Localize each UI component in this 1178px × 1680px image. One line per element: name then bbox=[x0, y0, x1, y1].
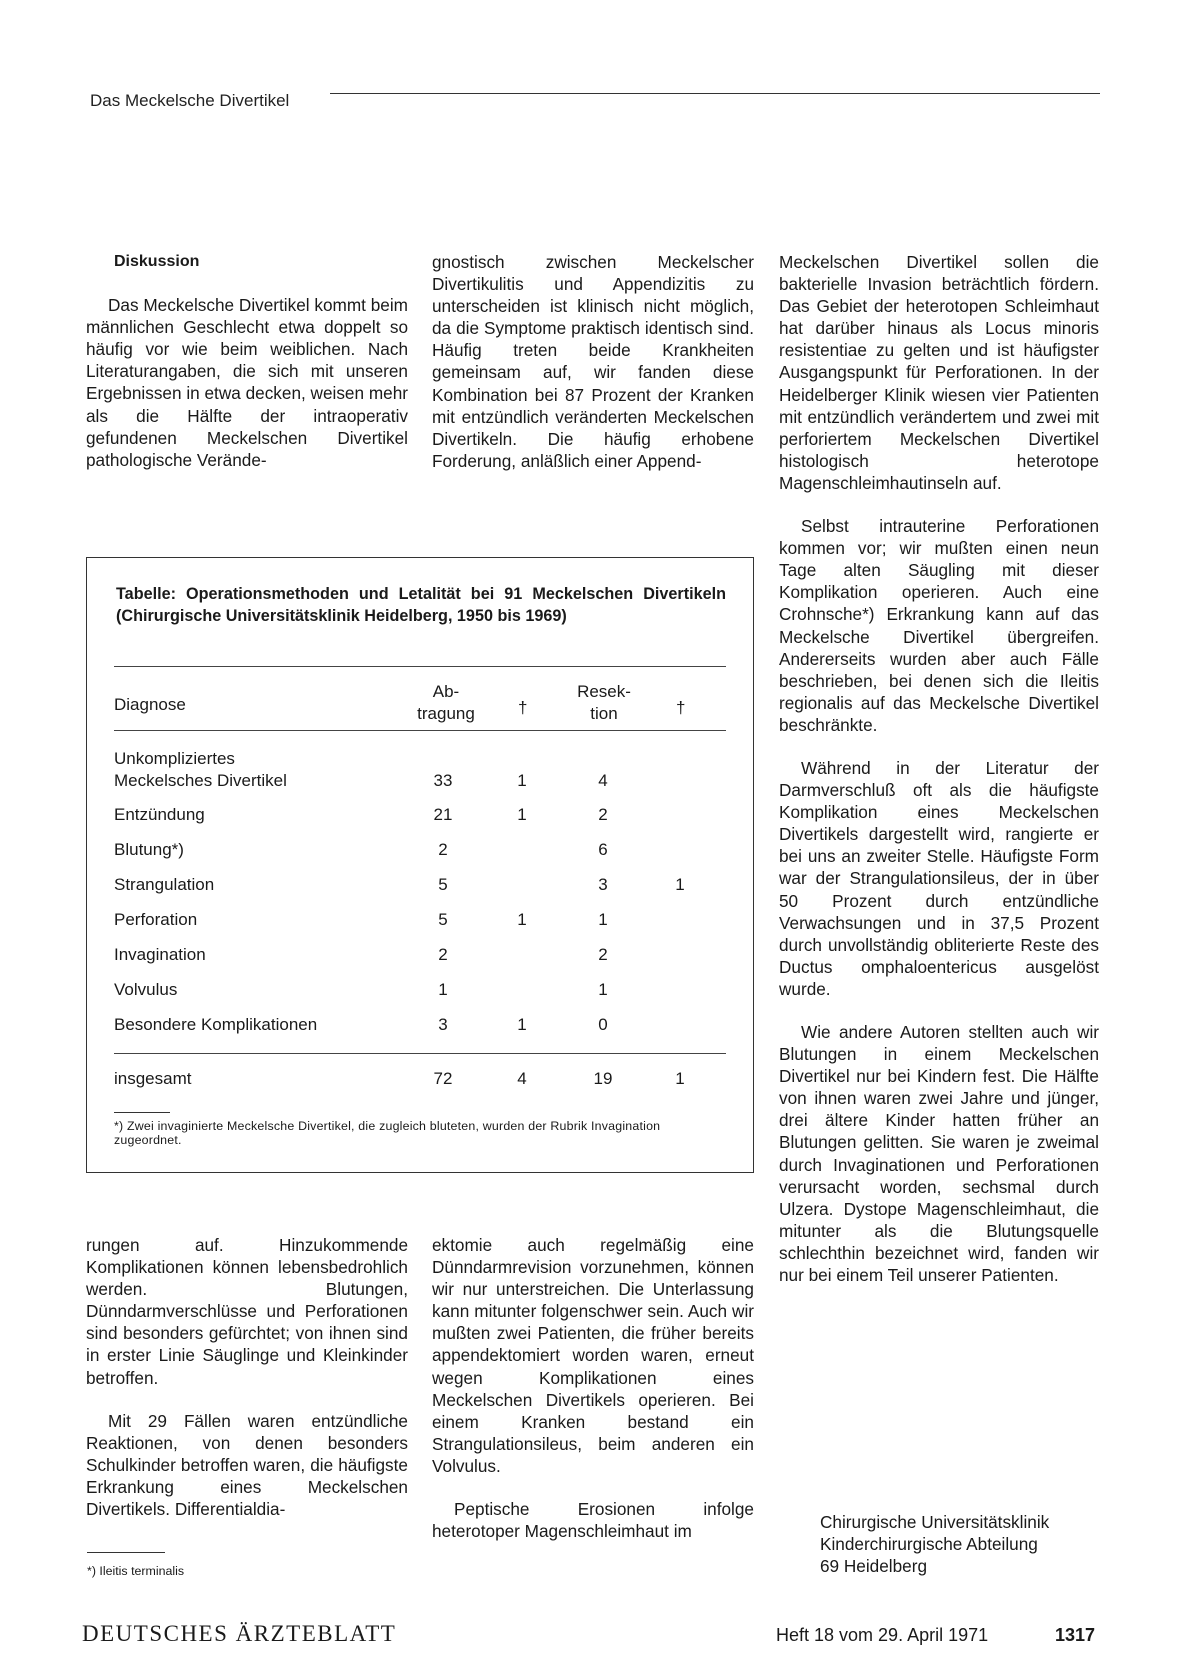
table-cell-abtragung: 2 bbox=[438, 945, 448, 964]
table-cell-abtragung: 5 bbox=[438, 910, 448, 929]
table-row-label: Meckelsches Divertikel bbox=[114, 771, 287, 790]
page-number: 1317 bbox=[1055, 1625, 1096, 1645]
table-row-label: Unkompliziertes bbox=[114, 749, 235, 768]
table-cell-resektion: 1 bbox=[598, 910, 608, 929]
table-cell-resektion: 0 bbox=[598, 1015, 608, 1034]
table-row-label: Volvulus bbox=[114, 980, 178, 999]
table-header-diagnose: Diagnose bbox=[114, 695, 186, 714]
table-row-label: Entzündung bbox=[114, 805, 205, 824]
table-total-dagger-2: 1 bbox=[675, 1069, 685, 1088]
table-cell-dagger-1: 1 bbox=[517, 805, 527, 824]
running-title: Das Meckelsche Divertikel bbox=[90, 91, 290, 110]
paragraph: Selbst intrauterine Perforationen kommen vor; wir mußten einen neun Tage alten Säugling mit dieser Komplikation operieren. Auch eine Crohnsche*) Erkrankung kann auf das Meckelsche Divertikel übergreifen. Andererseits wurden aber auch Fälle beschrieben, bei denen sich die Ileitis regionalis auf das Meckelsche Divertikel beschränkte. bbox=[779, 516, 1099, 735]
table-cell-abtragung: 2 bbox=[438, 840, 448, 859]
affiliation-line: 69 Heidelberg bbox=[820, 1556, 928, 1576]
table-header-dagger-2: † bbox=[676, 698, 686, 717]
page-footnote-rule bbox=[87, 1552, 165, 1553]
header-rule bbox=[330, 93, 1100, 94]
table-row-label: Perforation bbox=[114, 910, 198, 929]
paragraph: Wie andere Autoren stellten auch wir Blutungen in einem Meckelschen Divertikel nur bei Kindern fest. Die Hälfte von ihnen waren zwei Jahre und jünger, drei ältere Kinder hatten früher an Blutungen gelitten. Sie waren je zweimal durch Invaginationen und Perforationen verursacht worden, sechsmal durch Ulzera. Dystope Magenschleimhaut, die mitunter als die Blutungsquelle schlechthin bezeichnet wird, fanden wir nur bei einem Teil unserer Patienten. bbox=[779, 1022, 1099, 1286]
section-heading: Diskussion bbox=[114, 253, 200, 270]
table-caption: Tabelle: Operationsmethoden und Letalität bei 91 Meckelschen Divertikeln (Chirurgische Universitätsklinik Heidelberg, 1950 bis 1969) bbox=[116, 585, 726, 625]
table-cell-abtragung: 3 bbox=[438, 1015, 448, 1034]
page-footnote: *) Ileitis terminalis bbox=[87, 1564, 185, 1578]
table-cell-resektion: 1 bbox=[598, 980, 608, 999]
table-cell-resektion: 3 bbox=[598, 875, 608, 894]
affiliation bbox=[820, 1511, 1049, 1577]
table-footnote-rule bbox=[114, 1112, 170, 1113]
table-row-label: Strangulation bbox=[114, 875, 215, 894]
table-row-label: Besondere Komplikationen bbox=[114, 1015, 318, 1034]
paragraph: ektomie auch regelmäßig eine Dünndarmrevision vorzunehmen, können wir nur unterstreichen. Die Unterlassung kann mitunter folgenschwer sein. Auch wir mußten zwei Patienten, die früher bereits appendektomiert worden waren, erneut wegen Komplikationen eines Meckelschen Divertikels operieren. Bei einem Kranken bestand ein Strangulationsileus, beim anderen ein Volvulus. bbox=[432, 1235, 754, 1476]
table-cell-dagger-2: 1 bbox=[675, 875, 685, 894]
table-header-resektion: Resek- tion bbox=[577, 682, 631, 723]
paragraph: Mit 29 Fällen waren entzündliche Reaktionen, von denen besonders Schulkinder betroffen waren, die häufigste Erkrankung eines Meckelschen Divertikels. Differentialdia- bbox=[86, 1410, 408, 1520]
paragraph: gnostisch zwischen Meckelscher Divertikulitis und Appendizitis zu unterscheiden ist klinisch nicht möglich, da die Symptome praktisch identisch sind. Häufig treten beide Krankheiten gemeinsam auf, wir fanden diese Kombination bei 87 Prozent der Kranken mit entzündlich veränderten Meckelschen Divertikeln. Die häufig erhobene Forderung, anläßlich einer Append- bbox=[432, 252, 754, 471]
journal-title: DEUTSCHES ÄRZTEBLATT bbox=[82, 1621, 397, 1646]
table-cell-abtragung: 33 bbox=[433, 771, 453, 790]
column-right bbox=[779, 251, 1099, 1286]
table-cell-abtragung: 1 bbox=[438, 980, 448, 999]
table-footnote: *) Zwei invaginierte Meckelsche Divertikel, die zugleich bluteten, wurden der Rubrik Invagination zugeordnet. bbox=[114, 1119, 661, 1147]
table-total-dagger-1: 4 bbox=[517, 1069, 527, 1088]
table-cell-resektion: 2 bbox=[598, 805, 608, 824]
table-rule-header bbox=[114, 730, 726, 731]
table-total-resektion: 19 bbox=[593, 1069, 613, 1088]
column-left-bottom bbox=[86, 1234, 408, 1520]
table-rule-top bbox=[114, 666, 726, 667]
affiliation-line: Kinderchirurgische Abteilung bbox=[820, 1534, 1038, 1554]
column-middle-bottom bbox=[432, 1234, 754, 1542]
affiliation-line: Chirurgische Universitätsklinik bbox=[820, 1512, 1050, 1532]
column-left-top bbox=[86, 251, 408, 471]
table-cell-abtragung: 21 bbox=[433, 805, 453, 824]
paragraph: Meckelschen Divertikel sollen die bakterielle Invasion beträchtlich fördern. Das Gebiet der heterotopen Schleimhaut hat darüber hinaus als Locus minoris resistentiae zu gelten und ist häufigster Ausgangspunkt für Perforationen. In der Heidelberger Klinik wiesen vier Patienten mit entzündlich verändertem und zwei mit perforiertem Meckelschen Divertikel histologisch heterotope Magenschleimhautinseln auf. bbox=[779, 252, 1099, 493]
table-cell-dagger-1: 1 bbox=[517, 1015, 527, 1034]
paragraph: rungen auf. Hinzukommende Komplikationen können lebensbedrohlich werden. Blutungen, Dünndarmverschlüsse und Perforationen sind besonders gefürchtet; von ihnen sind in erster Linie Säuglinge und Kleinkinder betroffen. bbox=[86, 1235, 408, 1388]
table-header-dagger-1: † bbox=[518, 698, 528, 717]
table-cell-resektion: 6 bbox=[598, 840, 608, 859]
table-rule-total bbox=[114, 1053, 726, 1054]
paragraph: Während in der Literatur der Darmverschluß oft als die häufigste Komplikation eines Meckelschen Divertikels dargestellt wird, rangierte er bei uns an zweiter Stelle. Häufigste Form war der Strangulationsileus, der in über 50 Prozent durch entzündliche Verwachsungen und in 37,5 Prozent durch unvollständig obliterierte Reste des Ductus omphaloentericus ausgelöst wurde. bbox=[779, 757, 1099, 999]
paragraph: Das Meckelsche Divertikel kommt beim männlichen Geschlecht etwa doppelt so häufig vor wie beim weiblichen. Nach Literaturangaben, die sich mit unseren Ergebnissen in etwa decken, weisen mehr als die Hälfte der intraoperativ gefundenen Meckelschen Divertikel pathologische Verände- bbox=[86, 295, 408, 470]
table-cell-resektion: 4 bbox=[598, 771, 608, 790]
table-row-label: Blutung*) bbox=[114, 840, 184, 859]
table-cell-dagger-1: 1 bbox=[517, 910, 527, 929]
table-cell-resektion: 2 bbox=[598, 945, 608, 964]
table-total-label: insgesamt bbox=[114, 1069, 192, 1088]
table-header-abtragung: Ab- tragung bbox=[417, 682, 475, 723]
table-cell-abtragung: 5 bbox=[438, 875, 448, 894]
table-row-label: Invagination bbox=[114, 945, 206, 964]
table-cell-dagger-1: 1 bbox=[517, 771, 527, 790]
issue-info: Heft 18 vom 29. April 1971 bbox=[776, 1625, 989, 1645]
paragraph: Peptische Erosionen infolge heterotoper Magenschleimhaut im bbox=[432, 1499, 754, 1542]
table-total-abtragung: 72 bbox=[433, 1069, 453, 1088]
column-middle-top bbox=[432, 251, 754, 472]
